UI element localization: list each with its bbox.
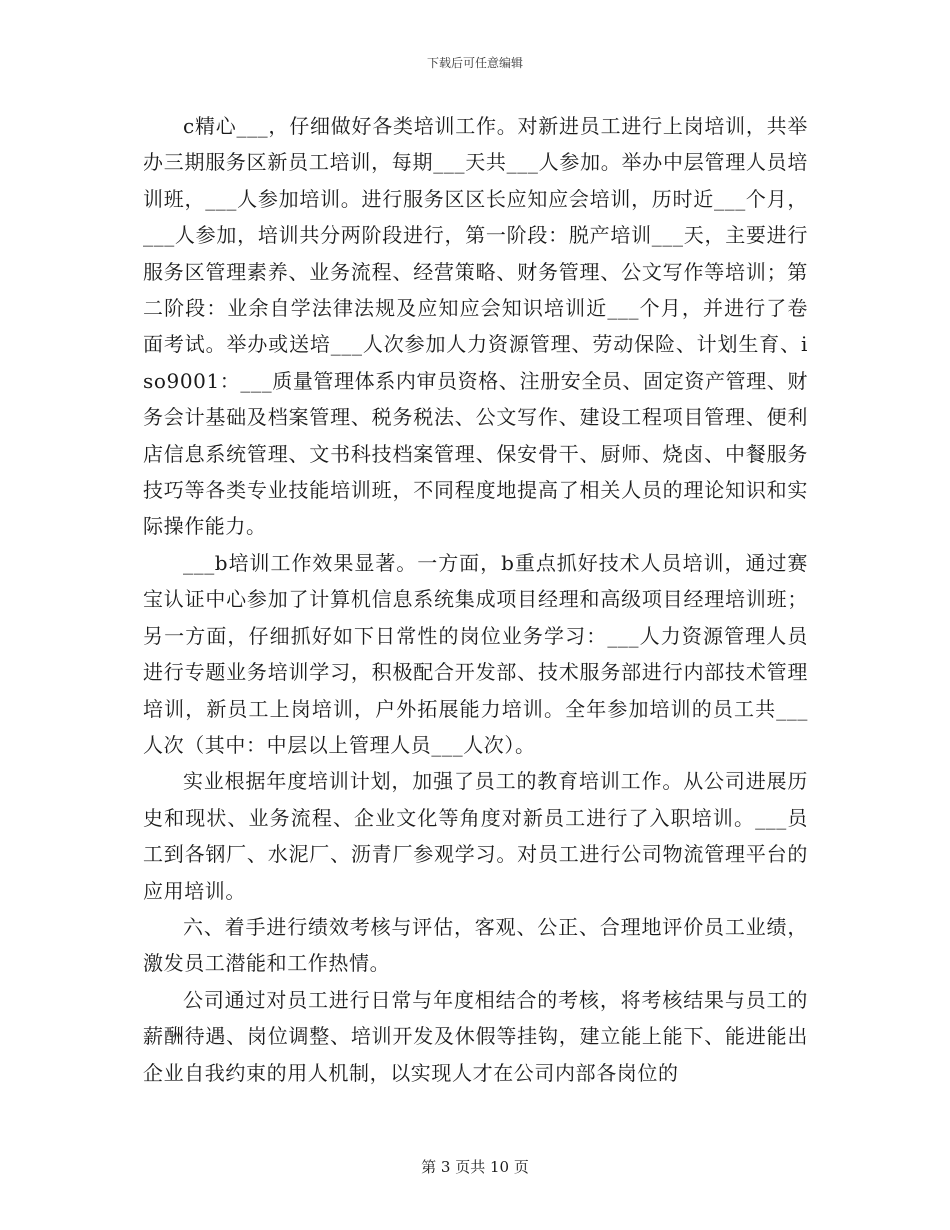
paragraph-assessment: 公司通过对员工进行日常与年度相结合的考核，将考核结果与员工的薪酬待遇、岗位调整、培训开发及休假等挂钩，建立能上能下、能进能出企业自我约束的用人机制，以实现人才在公司内部各岗位的 [143,987,808,1085]
paragraph-training-work: c精心___，仔细做好各类培训工作。对新进员工进行上岗培训，共举办三期服务区新员工培训，每期___天共___人参加。举办中层管理人员培训班，___人参加培训。进行服务区区长应知应会培训，历时近___个月，___人参加，培训共分两阶段进行，第一阶段：脱产培训___天，主要进行服务区管理素养、业务流程、经营策略、财务管理、公文写作等培训；第二阶段：业余自学法律法规及应知应会知识培训近___个月，并进行了卷面考试。举办或送培___人次参加人力资源管理、劳动保险、计划生育、iso9001：___质量管理体系内审员资格、注册安全员、固定资产管理、财务会计基础及档案管理、税务税法、公文写作、建设工程项目管理、便利店信息系统管理、文书科技档案管理、保安骨干、厨师、烧卤、中餐服务技巧等各类专业技能培训班，不同程度地提高了相关人员的理论知识和实际操作能力。 [143,114,808,539]
document-body [143,108,808,1091]
paragraph-industry-training: 实业根据年度培训计划，加强了员工的教育培训工作。从公司进展历史和现状、业务流程、企业文化等角度对新员工进行了入职培训。___员工到各钢厂、水泥厂、沥青厂参观学习。对员工进行公司物流管理平台的应用培训。 [143,769,808,903]
paragraph-training-effect: ___b培训工作效果显著。一方面，b重点抓好技术人员培训，通过赛宝认证中心参加了计算机信息系统集成项目经理和高级项目经理培训班；另一方面，仔细抓好如下日常性的岗位业务学习：___人力资源管理人员进行专题业务培训学习，积极配合开发部、技术服务部进行内部技术管理培训，新员工上岗培训，户外拓展能力培训。全年参加培训的员工共___人次（其中：中层以上管理人员___人次）。 [143,550,808,757]
paragraph-section-six-heading: 六、着手进行绩效考核与评估，客观、公正、合理地评价员工业绩，激发员工潜能和工作热情。 [143,914,808,976]
page-header: 下载后可任意编辑 [426,56,523,70]
page-footer: 第 3 页共 10 页 [421,1158,529,1176]
